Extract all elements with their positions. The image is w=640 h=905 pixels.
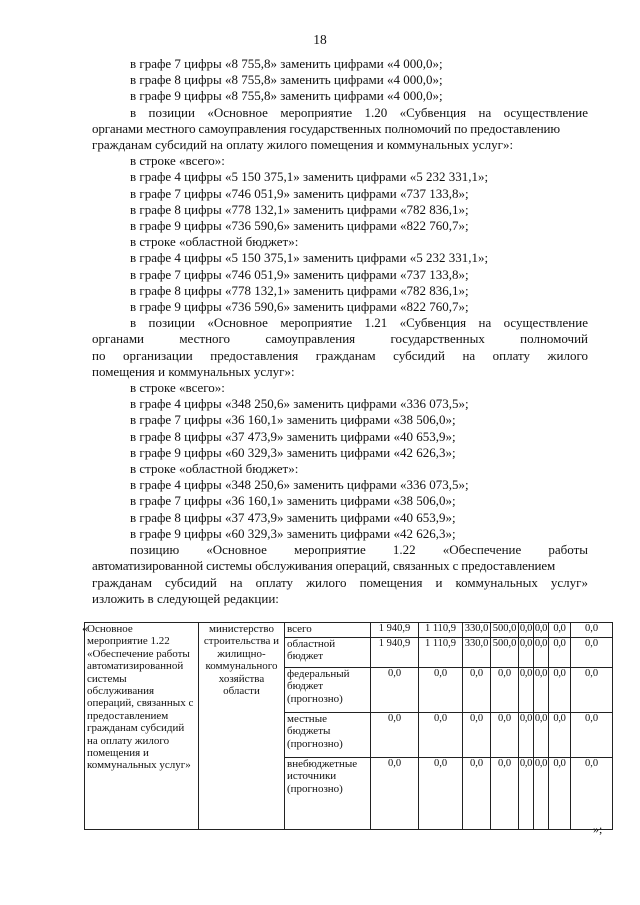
text-line: в графе 8 цифры «778 132,1» заменить цифрами «782 836,1»; xyxy=(130,201,469,217)
text-line: в графе 8 цифры «37 473,9» заменить цифрами «40 653,9»; xyxy=(130,509,456,525)
source-cell: внебюджетные источники (прогнозно) xyxy=(285,758,371,830)
value-cell: 0,0 xyxy=(463,713,491,758)
value-cell: 500,0 xyxy=(491,623,519,638)
text-line: органами местного самоуправления государственных полномочий xyxy=(92,331,588,347)
value-cell: 0,0 xyxy=(571,713,613,758)
text-line: в графе 4 цифры «348 250,6» заменить цифрами «336 073,5»; xyxy=(130,477,469,493)
text-line: в графе 7 цифры «36 160,1» заменить цифрами «38 506,0»; xyxy=(130,493,456,509)
source-cell: федеральный бюджет (прогнозно) xyxy=(285,668,371,713)
value-cell: 0,0 xyxy=(519,668,534,713)
value-cell: 1 110,9 xyxy=(419,638,463,668)
table-quote-close: »; xyxy=(593,822,603,836)
value-cell: 0,0 xyxy=(571,668,613,713)
value-cell: 0,0 xyxy=(491,713,519,758)
value-cell: 0,0 xyxy=(534,713,549,758)
document-body xyxy=(92,56,588,607)
text-line: в позиции «Основное мероприятие 1.21 «Субвенция на осуществление xyxy=(130,315,588,331)
value-cell: 0,0 xyxy=(534,623,549,638)
value-cell: 1 110,9 xyxy=(419,623,463,638)
measure-cell: Основное мероприятие 1.22 «Обеспечение работы автоматизированной системы обслуживания операций, связанных с предоставлением гражданам субсидий на оплату жилого помещения и коммунальных услуг» xyxy=(85,623,199,830)
value-cell: 0,0 xyxy=(463,668,491,713)
value-cell: 0,0 xyxy=(571,623,613,638)
value-cell: 500,0 xyxy=(491,638,519,668)
text-line: помещения и коммунальных услуг»: xyxy=(92,363,295,379)
text-line: в графе 4 цифры «5 150 375,1» заменить цифрами «5 232 331,1»; xyxy=(130,250,489,266)
text-line: органами местного самоуправления государственных полномочий по предоставлению xyxy=(92,120,560,136)
text-line: в графе 8 цифры «37 473,9» заменить цифрами «40 653,9»; xyxy=(130,428,456,444)
text-line: в графе 7 цифры «746 051,9» заменить цифрами «737 133,8»; xyxy=(130,266,469,282)
text-line: в строке «всего»: xyxy=(130,153,225,169)
value-cell: 1 940,9 xyxy=(371,638,419,668)
text-line: в графе 8 цифры «778 132,1» заменить цифрами «782 836,1»; xyxy=(130,282,469,298)
text-line: в графе 9 цифры «60 329,3» заменить цифрами «42 626,3»; xyxy=(130,525,456,541)
value-cell: 0,0 xyxy=(419,758,463,830)
value-cell: 330,0 xyxy=(463,623,491,638)
value-cell: 0,0 xyxy=(371,713,419,758)
value-cell: 0,0 xyxy=(419,668,463,713)
value-cell: 330,0 xyxy=(463,638,491,668)
value-cell: 0,0 xyxy=(519,758,534,830)
value-cell: 0,0 xyxy=(491,668,519,713)
table-row xyxy=(85,623,613,638)
funding-table-wrap xyxy=(84,622,613,830)
table-quote-open: « xyxy=(82,621,88,635)
source-cell: всего xyxy=(285,623,371,638)
executor-cell: министерство строительства и жилищно-коммунального хозяйства области xyxy=(199,623,285,830)
value-cell: 0,0 xyxy=(419,713,463,758)
value-cell: 0,0 xyxy=(571,758,613,830)
value-cell: 0,0 xyxy=(534,758,549,830)
text-line: в графе 9 цифры «8 755,8» заменить цифрами «4 000,0»; xyxy=(130,88,443,104)
value-cell: 0,0 xyxy=(549,668,571,713)
value-cell: 0,0 xyxy=(549,623,571,638)
value-cell: 0,0 xyxy=(549,638,571,668)
text-line: в графе 9 цифры «736 590,6» заменить цифрами «822 760,7»; xyxy=(130,218,469,234)
value-cell: 0,0 xyxy=(519,623,534,638)
value-cell: 0,0 xyxy=(491,758,519,830)
text-line: автоматизированной системы обслуживания операций, связанных с предоставлением xyxy=(92,558,556,574)
text-line: в графе 8 цифры «8 755,8» заменить цифрами «4 000,0»; xyxy=(130,72,443,88)
value-cell: 0,0 xyxy=(549,713,571,758)
value-cell: 0,0 xyxy=(519,638,534,668)
text-line: гражданам субсидий на оплату жилого помещения и коммунальных услуг» xyxy=(92,574,588,590)
text-line: в графе 4 цифры «348 250,6» заменить цифрами «336 073,5»; xyxy=(130,396,469,412)
text-line: позицию «Основное мероприятие 1.22 «Обеспечение работы xyxy=(130,542,588,558)
page-number: 18 xyxy=(313,32,327,47)
value-cell: 0,0 xyxy=(519,713,534,758)
text-line: в позиции «Основное мероприятие 1.20 «Субвенция на осуществление xyxy=(130,104,588,120)
text-line: в графе 7 цифры «746 051,9» заменить цифрами «737 133,8»; xyxy=(130,185,469,201)
text-line: в графе 7 цифры «36 160,1» заменить цифрами «38 506,0»; xyxy=(130,412,456,428)
value-cell: 0,0 xyxy=(534,638,549,668)
funding-table xyxy=(84,622,613,830)
text-line: в графе 9 цифры «60 329,3» заменить цифрами «42 626,3»; xyxy=(130,444,456,460)
text-line: в строке «областной бюджет»: xyxy=(130,461,299,477)
value-cell: 0,0 xyxy=(571,638,613,668)
text-line: в строке «областной бюджет»: xyxy=(130,234,299,250)
text-line: в строке «всего»: xyxy=(130,380,225,396)
value-cell: 1 940,9 xyxy=(371,623,419,638)
value-cell: 0,0 xyxy=(534,668,549,713)
text-line: гражданам субсидий на оплату жилого помещения и коммунальных услуг»: xyxy=(92,137,514,153)
source-cell: областной бюджет xyxy=(285,638,371,668)
value-cell: 0,0 xyxy=(371,758,419,830)
text-line: по организации предоставления гражданам субсидий на оплату жилого xyxy=(92,347,588,363)
text-line: в графе 9 цифры «736 590,6» заменить цифрами «822 760,7»; xyxy=(130,299,469,315)
value-cell: 0,0 xyxy=(549,758,571,830)
value-cell: 0,0 xyxy=(463,758,491,830)
text-line: в графе 4 цифры «5 150 375,1» заменить цифрами «5 232 331,1»; xyxy=(130,169,489,185)
source-cell: местные бюджеты (прогнозно) xyxy=(285,713,371,758)
value-cell: 0,0 xyxy=(371,668,419,713)
text-line: изложить в следующей редакции: xyxy=(92,590,279,606)
text-line: в графе 7 цифры «8 755,8» заменить цифрами «4 000,0»; xyxy=(130,56,443,71)
